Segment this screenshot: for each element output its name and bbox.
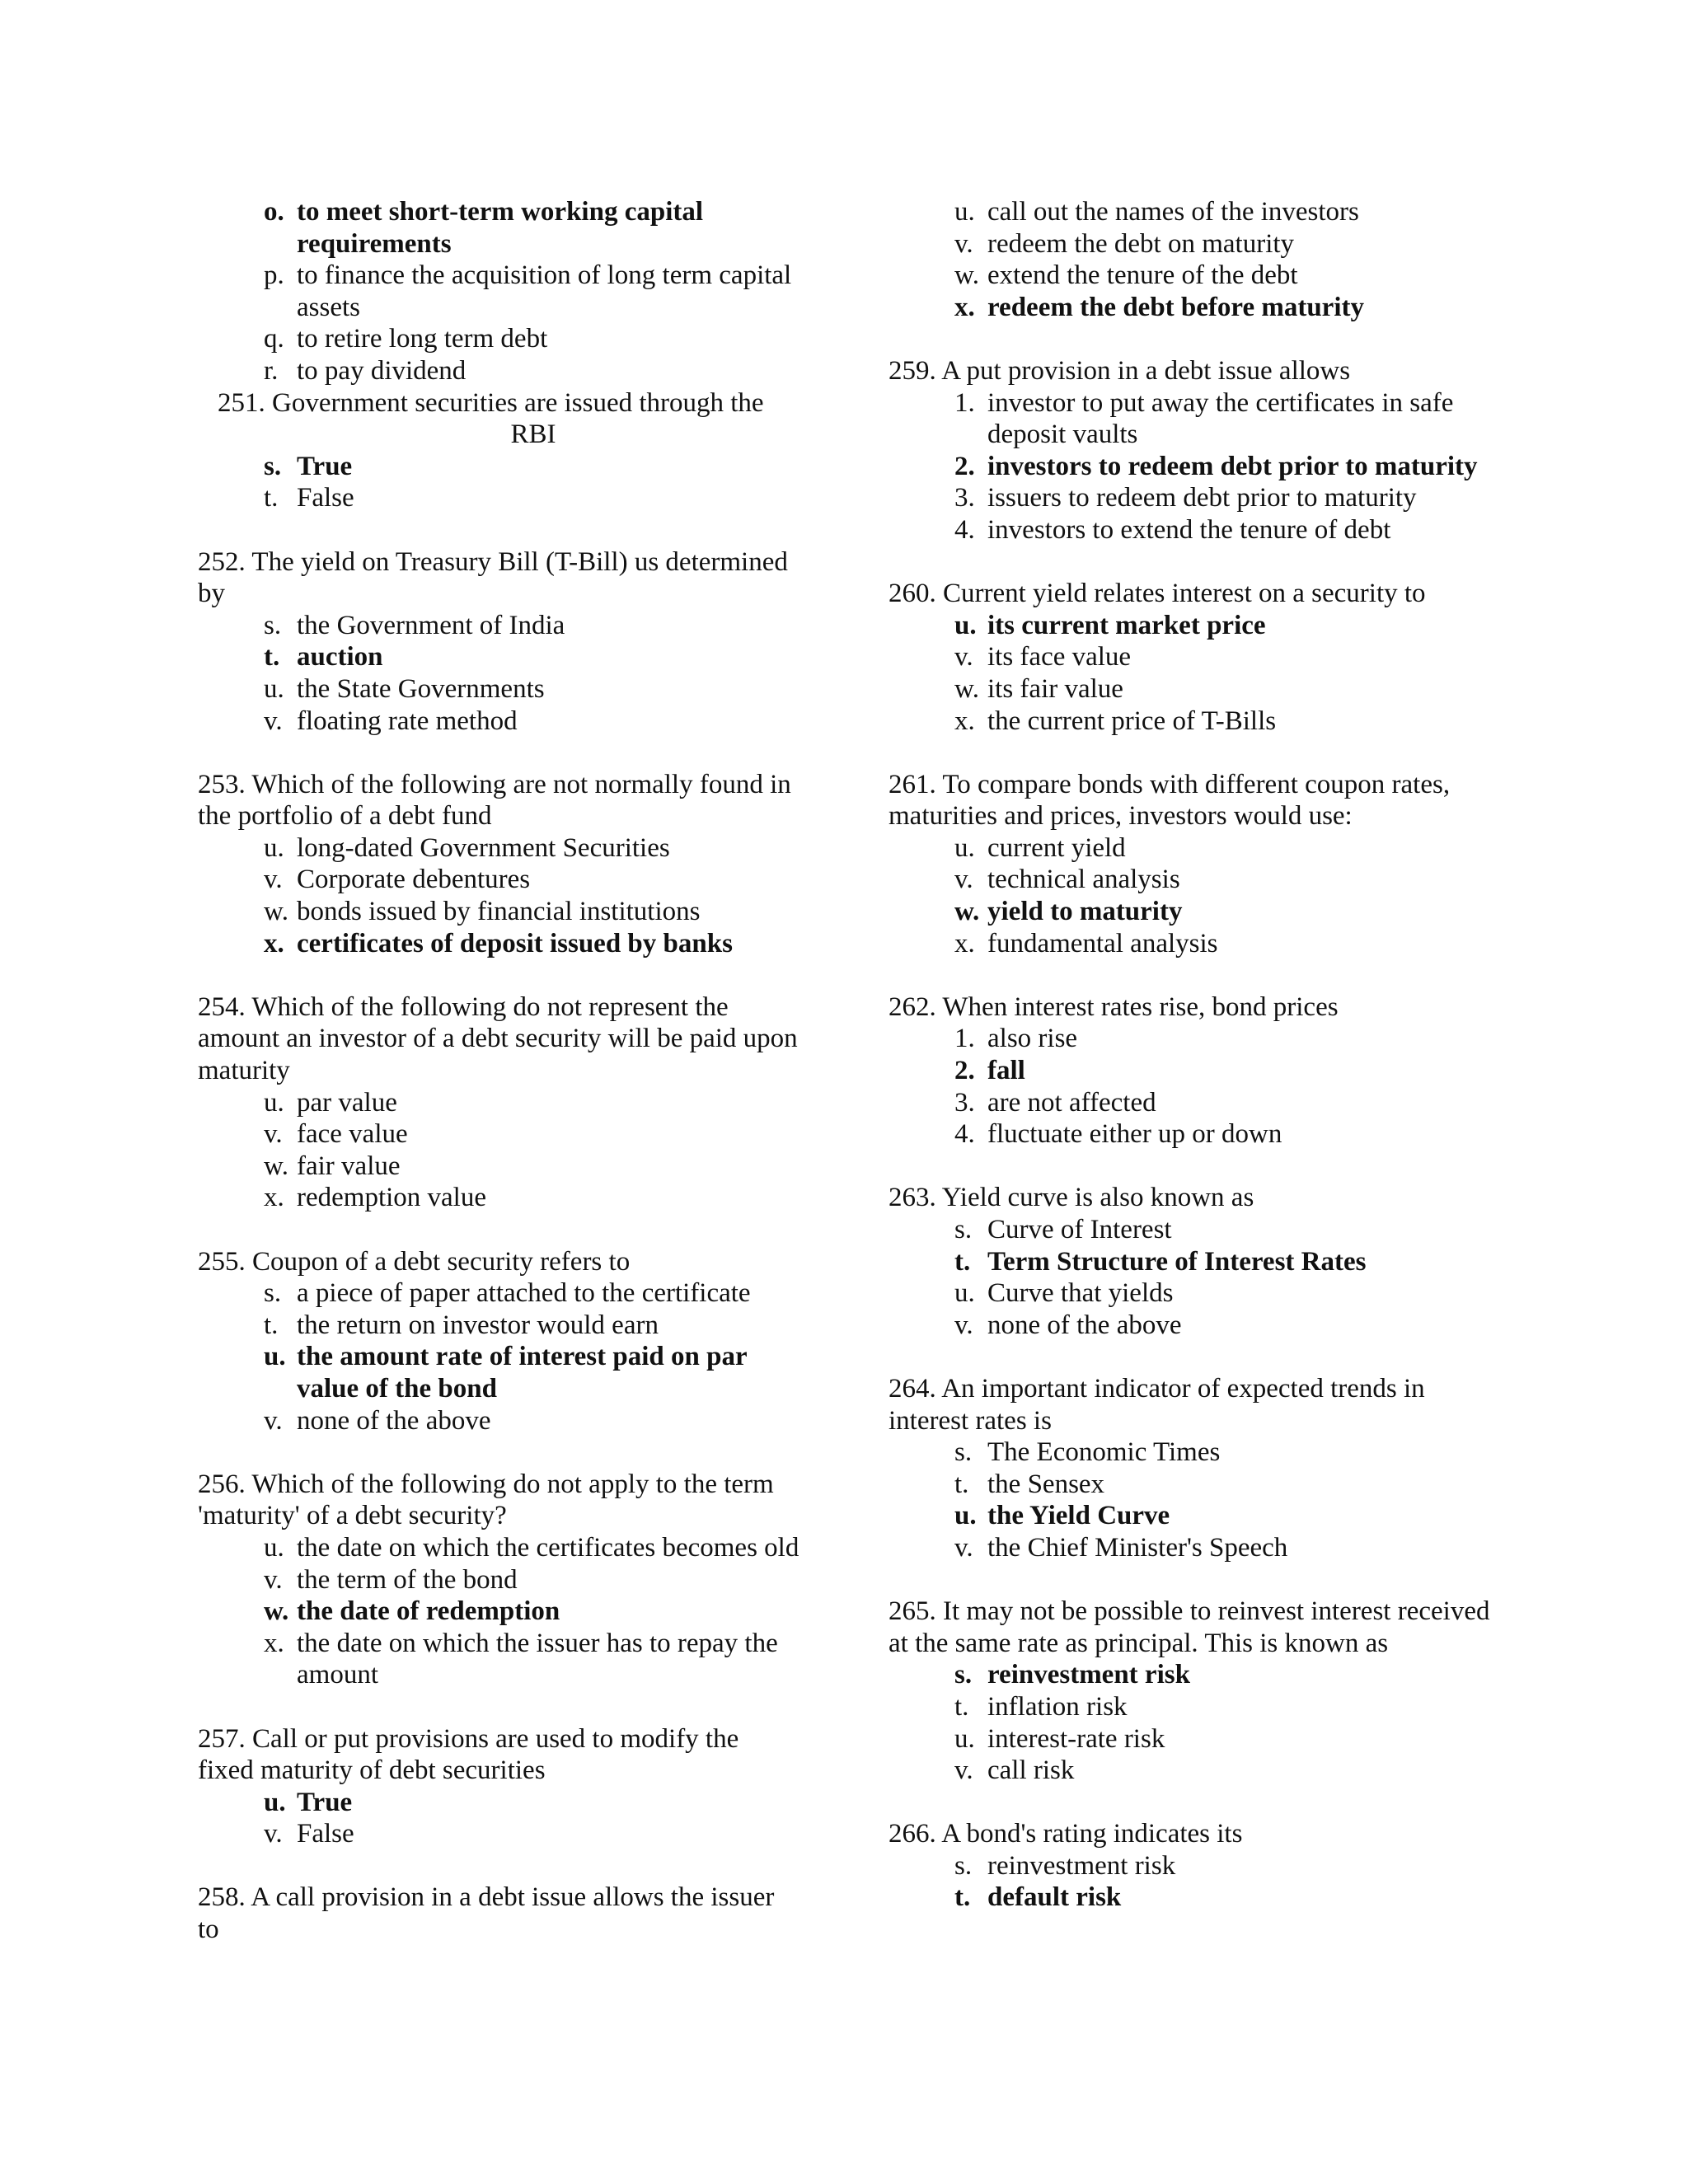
option-letter: 4.: [954, 514, 975, 545]
question-number: 255.: [198, 1246, 246, 1277]
option-text: none of the above: [987, 1310, 1182, 1340]
option-text: to finance the acquisition of long term capital assets: [297, 260, 792, 322]
question-body: It may not be possible to reinvest interest received at the same rate as principal. This is known as: [889, 1596, 1490, 1658]
option-item: [889, 1691, 1498, 1723]
option-text: fundamental analysis: [987, 928, 1218, 958]
question-number: 261.: [889, 769, 936, 799]
question-body: To compare bonds with different coupon rates, maturities and prices, investors would use:: [889, 769, 1451, 832]
option-list: [889, 387, 1498, 546]
option-letter: s.: [264, 451, 282, 481]
option-text: The Economic Times: [987, 1437, 1221, 1468]
option-letter: t.: [954, 1691, 969, 1722]
option-text: True: [297, 1787, 353, 1817]
question-number: 256.: [198, 1469, 246, 1499]
option-text: its current market price: [987, 610, 1266, 640]
option-letter: u.: [264, 673, 284, 704]
option-item: [889, 1087, 1498, 1119]
option-list: [889, 1214, 1498, 1341]
option-letter: t.: [954, 1469, 969, 1499]
option-text: issuers to redeem debt prior to maturity: [987, 483, 1417, 513]
option-item: [889, 1659, 1498, 1691]
question-number: 259.: [889, 355, 936, 386]
option-item: [889, 832, 1498, 865]
option-letter: 2.: [954, 1056, 975, 1086]
question-text: [889, 769, 1498, 832]
option-item: [889, 228, 1498, 260]
option-list: [889, 610, 1498, 737]
option-letter: s.: [954, 1660, 973, 1690]
option-text: interest-rate risk: [987, 1723, 1165, 1754]
option-letter: x.: [954, 928, 975, 958]
option-item: [889, 1850, 1498, 1882]
option-text: investor to put away the certificates in safe deposit vaults: [987, 387, 1454, 450]
option-item: [198, 832, 799, 865]
option-letter: 2.: [954, 451, 975, 481]
question-block: [889, 196, 1498, 323]
option-list: [198, 610, 799, 737]
question-body: Call or put provisions are used to modify the fixed maturity of debt securities: [198, 1723, 739, 1786]
option-letter: v.: [954, 1310, 973, 1340]
option-letter: q.: [264, 324, 284, 354]
option-letter: u.: [264, 1087, 284, 1118]
question-block: [889, 991, 1498, 1151]
option-letter: u.: [954, 1501, 977, 1531]
option-item: [889, 1055, 1498, 1087]
option-item: [889, 292, 1498, 324]
option-letter: w.: [264, 897, 288, 927]
option-text: reinvestment risk: [987, 1850, 1176, 1881]
option-item: [889, 673, 1498, 705]
option-letter: s.: [954, 1215, 973, 1244]
option-item: [198, 260, 799, 323]
option-item: [198, 1596, 799, 1628]
option-letter: v.: [264, 1564, 283, 1595]
option-letter: s.: [264, 1278, 282, 1309]
option-letter: 4.: [954, 1119, 975, 1150]
option-text: the amount rate of interest paid on par value of the bond: [297, 1342, 748, 1404]
option-text: are not affected: [987, 1087, 1156, 1118]
question-block: [198, 1723, 799, 1850]
option-item: [198, 705, 799, 738]
option-item: [198, 1087, 799, 1119]
option-item: [889, 1436, 1498, 1469]
question-block: [889, 1818, 1498, 1914]
question-block: [198, 1469, 799, 1691]
question-block: [889, 1373, 1498, 1564]
option-item: [889, 610, 1498, 642]
option-letter: x.: [954, 705, 975, 736]
option-letter: s.: [954, 1850, 973, 1881]
option-letter: 1.: [954, 387, 975, 418]
option-text: fluctuate either up or down: [987, 1119, 1282, 1150]
option-letter: x.: [954, 292, 975, 322]
option-item: [889, 482, 1498, 514]
option-item: [198, 451, 799, 483]
option-letter: u.: [264, 1342, 286, 1372]
question-number: 260.: [889, 579, 936, 609]
option-list: [889, 1023, 1498, 1150]
option-item: [198, 1277, 799, 1310]
option-text: the date on which the issuer has to repay the amount: [297, 1628, 778, 1690]
option-text: to pay dividend: [297, 355, 467, 386]
option-text: redemption value: [297, 1183, 487, 1213]
option-text: par value: [297, 1087, 397, 1118]
option-text: True: [297, 451, 353, 481]
option-text: current yield: [987, 832, 1126, 863]
option-item: [889, 260, 1498, 292]
option-letter: r.: [264, 355, 279, 386]
option-item: [198, 1118, 799, 1151]
option-item: [889, 928, 1498, 960]
question-number: 264.: [889, 1373, 936, 1404]
option-item: [889, 1023, 1498, 1055]
left-column: [198, 196, 799, 1946]
option-letter: t.: [264, 642, 280, 673]
option-item: [198, 1532, 799, 1564]
question-block: [889, 355, 1498, 546]
option-letter: u.: [264, 1787, 286, 1817]
option-text: the Chief Minister's Speech: [987, 1532, 1288, 1563]
option-text: fair value: [297, 1151, 401, 1181]
option-text: the return on investor would earn: [297, 1310, 659, 1340]
option-letter: u.: [264, 832, 284, 863]
option-letter: u.: [264, 1532, 284, 1563]
question-text: [889, 1182, 1498, 1214]
question-body: A call provision in a debt issue allows the issuer to: [198, 1882, 775, 1945]
option-item: [889, 1532, 1498, 1564]
option-text: bonds issued by financial institutions: [297, 897, 701, 927]
option-item: [198, 1405, 799, 1437]
option-item: [198, 1151, 799, 1183]
option-text: to meet short-term working capital requirements: [297, 197, 704, 259]
question-block: [889, 578, 1498, 737]
right-column: [889, 196, 1498, 1914]
option-text: its face value: [987, 642, 1132, 673]
option-text: a piece of paper attached to the certificate: [297, 1278, 751, 1309]
option-list: [889, 1436, 1498, 1563]
option-list: [889, 832, 1498, 959]
question-block: [198, 991, 799, 1214]
option-item: [198, 641, 799, 673]
option-item: [889, 1882, 1498, 1914]
option-letter: o.: [264, 197, 284, 227]
question-text: [889, 578, 1498, 610]
option-text: Curve that yields: [987, 1278, 1174, 1309]
option-list: [889, 1850, 1498, 1914]
option-letter: x.: [264, 928, 284, 958]
question-body: Yield curve is also known as: [941, 1183, 1254, 1213]
option-text: redeem the debt before maturity: [987, 292, 1364, 322]
option-text: long-dated Government Securities: [297, 832, 670, 863]
option-letter: t.: [954, 1882, 971, 1913]
option-item: [198, 1628, 799, 1691]
question-number: 253.: [198, 769, 246, 799]
question-body: Current yield relates interest on a security to: [943, 579, 1426, 609]
option-list: [198, 196, 799, 387]
question-text: [889, 355, 1498, 387]
option-item: [198, 673, 799, 705]
option-item: [889, 1500, 1498, 1532]
option-text: to retire long term debt: [297, 324, 548, 354]
option-text: Corporate debentures: [297, 865, 531, 895]
option-item: [198, 610, 799, 642]
option-text: the Sensex: [987, 1469, 1105, 1499]
question-number: 266.: [889, 1819, 936, 1849]
option-item: [889, 196, 1498, 228]
question-body: Which of the following do not apply to the term 'maturity' of a debt security?: [198, 1469, 774, 1531]
option-text: floating rate method: [297, 705, 518, 736]
option-letter: 3.: [954, 483, 975, 513]
option-list: [198, 451, 799, 514]
option-item: [198, 1564, 799, 1596]
option-letter: v.: [954, 228, 973, 259]
question-text: [198, 769, 799, 832]
question-body: When interest rates rise, bond prices: [942, 991, 1339, 1022]
question-body: A bond's rating indicates its: [941, 1819, 1243, 1849]
option-text: extend the tenure of the debt: [987, 260, 1298, 291]
option-item: [198, 864, 799, 896]
option-letter: v.: [954, 642, 973, 673]
question-number: 251.: [218, 387, 265, 418]
option-letter: w.: [954, 673, 979, 704]
question-text: [198, 546, 799, 610]
option-text: False: [297, 1819, 354, 1849]
option-item: [889, 451, 1498, 483]
question-number: 257.: [198, 1723, 246, 1754]
option-item: [889, 1469, 1498, 1501]
option-text: reinvestment risk: [987, 1660, 1190, 1690]
option-item: [198, 1310, 799, 1342]
option-letter: w.: [264, 1596, 289, 1627]
option-item: [198, 1787, 799, 1819]
option-text: certificates of deposit issued by banks: [297, 928, 733, 958]
option-letter: v.: [264, 1819, 283, 1849]
option-text: investors to extend the tenure of debt: [987, 514, 1391, 545]
option-letter: u.: [954, 197, 975, 227]
option-text: the term of the bond: [297, 1564, 518, 1595]
option-letter: 3.: [954, 1087, 975, 1118]
option-text: Curve of Interest: [987, 1215, 1172, 1244]
option-item: [198, 928, 799, 960]
question-block: [198, 1882, 799, 1945]
option-text: call risk: [987, 1755, 1075, 1786]
option-text: the Yield Curve: [987, 1501, 1170, 1531]
option-text: redeem the debt on maturity: [987, 228, 1295, 259]
question-body: Coupon of a debt security refers to: [252, 1246, 631, 1277]
question-block: [198, 196, 799, 514]
question-number: 258.: [198, 1882, 246, 1913]
option-item: [198, 355, 799, 387]
option-letter: p.: [264, 260, 284, 291]
question-number: 262.: [889, 991, 936, 1022]
question-body: Government securities are issued through the: [272, 387, 764, 418]
option-text: also rise: [987, 1024, 1078, 1054]
option-text: the State Governments: [297, 673, 545, 704]
option-letter: t.: [264, 1310, 279, 1340]
option-item: [889, 1310, 1498, 1342]
option-list: [198, 1532, 799, 1691]
option-list: [889, 1659, 1498, 1786]
option-letter: x.: [264, 1183, 284, 1213]
option-text: inflation risk: [987, 1691, 1128, 1722]
option-item: [198, 323, 799, 355]
option-text: the date of redemption: [297, 1596, 560, 1627]
option-text: none of the above: [297, 1405, 491, 1436]
question-text: [198, 1246, 799, 1278]
option-item: [889, 1246, 1498, 1278]
option-item: [198, 896, 799, 928]
option-letter: u.: [954, 610, 977, 640]
question-block: [198, 1246, 799, 1437]
option-list: [198, 832, 799, 959]
question-block: [889, 1596, 1498, 1787]
option-list: [198, 1277, 799, 1436]
question-tail: RBI: [510, 419, 556, 450]
question-body: The yield on Treasury Bill (T-Bill) us determined by: [198, 546, 788, 609]
option-item: [889, 387, 1498, 451]
option-letter: s.: [264, 610, 282, 640]
question-body: Which of the following do not represent the amount an investor of a debt security will be paid upon maturity: [198, 991, 798, 1086]
option-item: [889, 1214, 1498, 1246]
option-item: [889, 1755, 1498, 1787]
option-list: [198, 1787, 799, 1850]
option-item: [889, 514, 1498, 546]
option-text: its fair value: [987, 673, 1123, 704]
option-item: [198, 1341, 799, 1404]
question-text: [889, 991, 1498, 1024]
option-text: fall: [987, 1056, 1025, 1086]
option-text: yield to maturity: [987, 897, 1183, 927]
option-letter: v.: [264, 865, 283, 895]
option-list: [889, 196, 1498, 323]
option-text: technical analysis: [987, 865, 1180, 895]
option-letter: u.: [954, 1723, 975, 1754]
option-letter: v.: [954, 865, 973, 895]
option-item: [198, 1818, 799, 1850]
option-letter: v.: [954, 1532, 973, 1563]
option-letter: v.: [264, 1405, 283, 1436]
option-item: [889, 1118, 1498, 1151]
question-text: [198, 1882, 799, 1945]
option-letter: 1.: [954, 1024, 975, 1054]
option-letter: v.: [264, 705, 283, 736]
option-text: default risk: [987, 1882, 1122, 1913]
option-letter: u.: [954, 1278, 975, 1309]
option-letter: u.: [954, 832, 975, 863]
question-text: [198, 387, 799, 451]
option-text: the current price of T-Bills: [987, 705, 1277, 736]
question-number: 263.: [889, 1183, 936, 1213]
option-letter: v.: [264, 1119, 283, 1150]
question-block: [198, 769, 799, 960]
option-text: call out the names of the investors: [987, 197, 1359, 227]
option-text: investors to redeem debt prior to maturity: [987, 451, 1478, 481]
question-body: Which of the following are not normally found in the portfolio of a debt fund: [198, 769, 791, 832]
question-number: 265.: [889, 1596, 936, 1627]
question-number: 254.: [198, 991, 246, 1022]
option-text: the date on which the certificates becomes old: [297, 1532, 799, 1563]
option-item: [889, 864, 1498, 896]
option-text: False: [297, 483, 354, 513]
option-item: [889, 1277, 1498, 1310]
question-text: [198, 1469, 799, 1532]
question-text: [889, 1373, 1498, 1436]
option-text: face value: [297, 1119, 408, 1150]
option-letter: w.: [264, 1151, 288, 1181]
option-text: the Government of India: [297, 610, 565, 640]
option-item: [889, 896, 1498, 928]
option-letter: t.: [264, 483, 279, 513]
option-letter: v.: [954, 1755, 973, 1786]
option-letter: s.: [954, 1437, 973, 1468]
option-item: [889, 705, 1498, 738]
option-text: Term Structure of Interest Rates: [987, 1246, 1367, 1277]
option-item: [198, 482, 799, 514]
option-letter: w.: [954, 260, 979, 291]
question-block: [889, 769, 1498, 960]
option-letter: x.: [264, 1628, 284, 1658]
question-text: [198, 1723, 799, 1787]
question-text: [889, 1596, 1498, 1659]
option-letter: w.: [954, 897, 980, 927]
option-item: [198, 1182, 799, 1214]
question-body: A put provision in a debt issue allows: [941, 355, 1351, 386]
option-item: [889, 1723, 1498, 1755]
question-text: [198, 991, 799, 1087]
option-item: [889, 641, 1498, 673]
question-number: 252.: [198, 546, 246, 577]
option-list: [198, 1087, 799, 1214]
question-block: [889, 1182, 1498, 1341]
option-letter: t.: [954, 1246, 971, 1277]
question-block: [198, 546, 799, 738]
question-text: [889, 1818, 1498, 1850]
question-body: An important indicator of expected trends in interest rates is: [889, 1373, 1425, 1436]
option-text: auction: [297, 642, 383, 673]
option-item: [198, 196, 799, 260]
